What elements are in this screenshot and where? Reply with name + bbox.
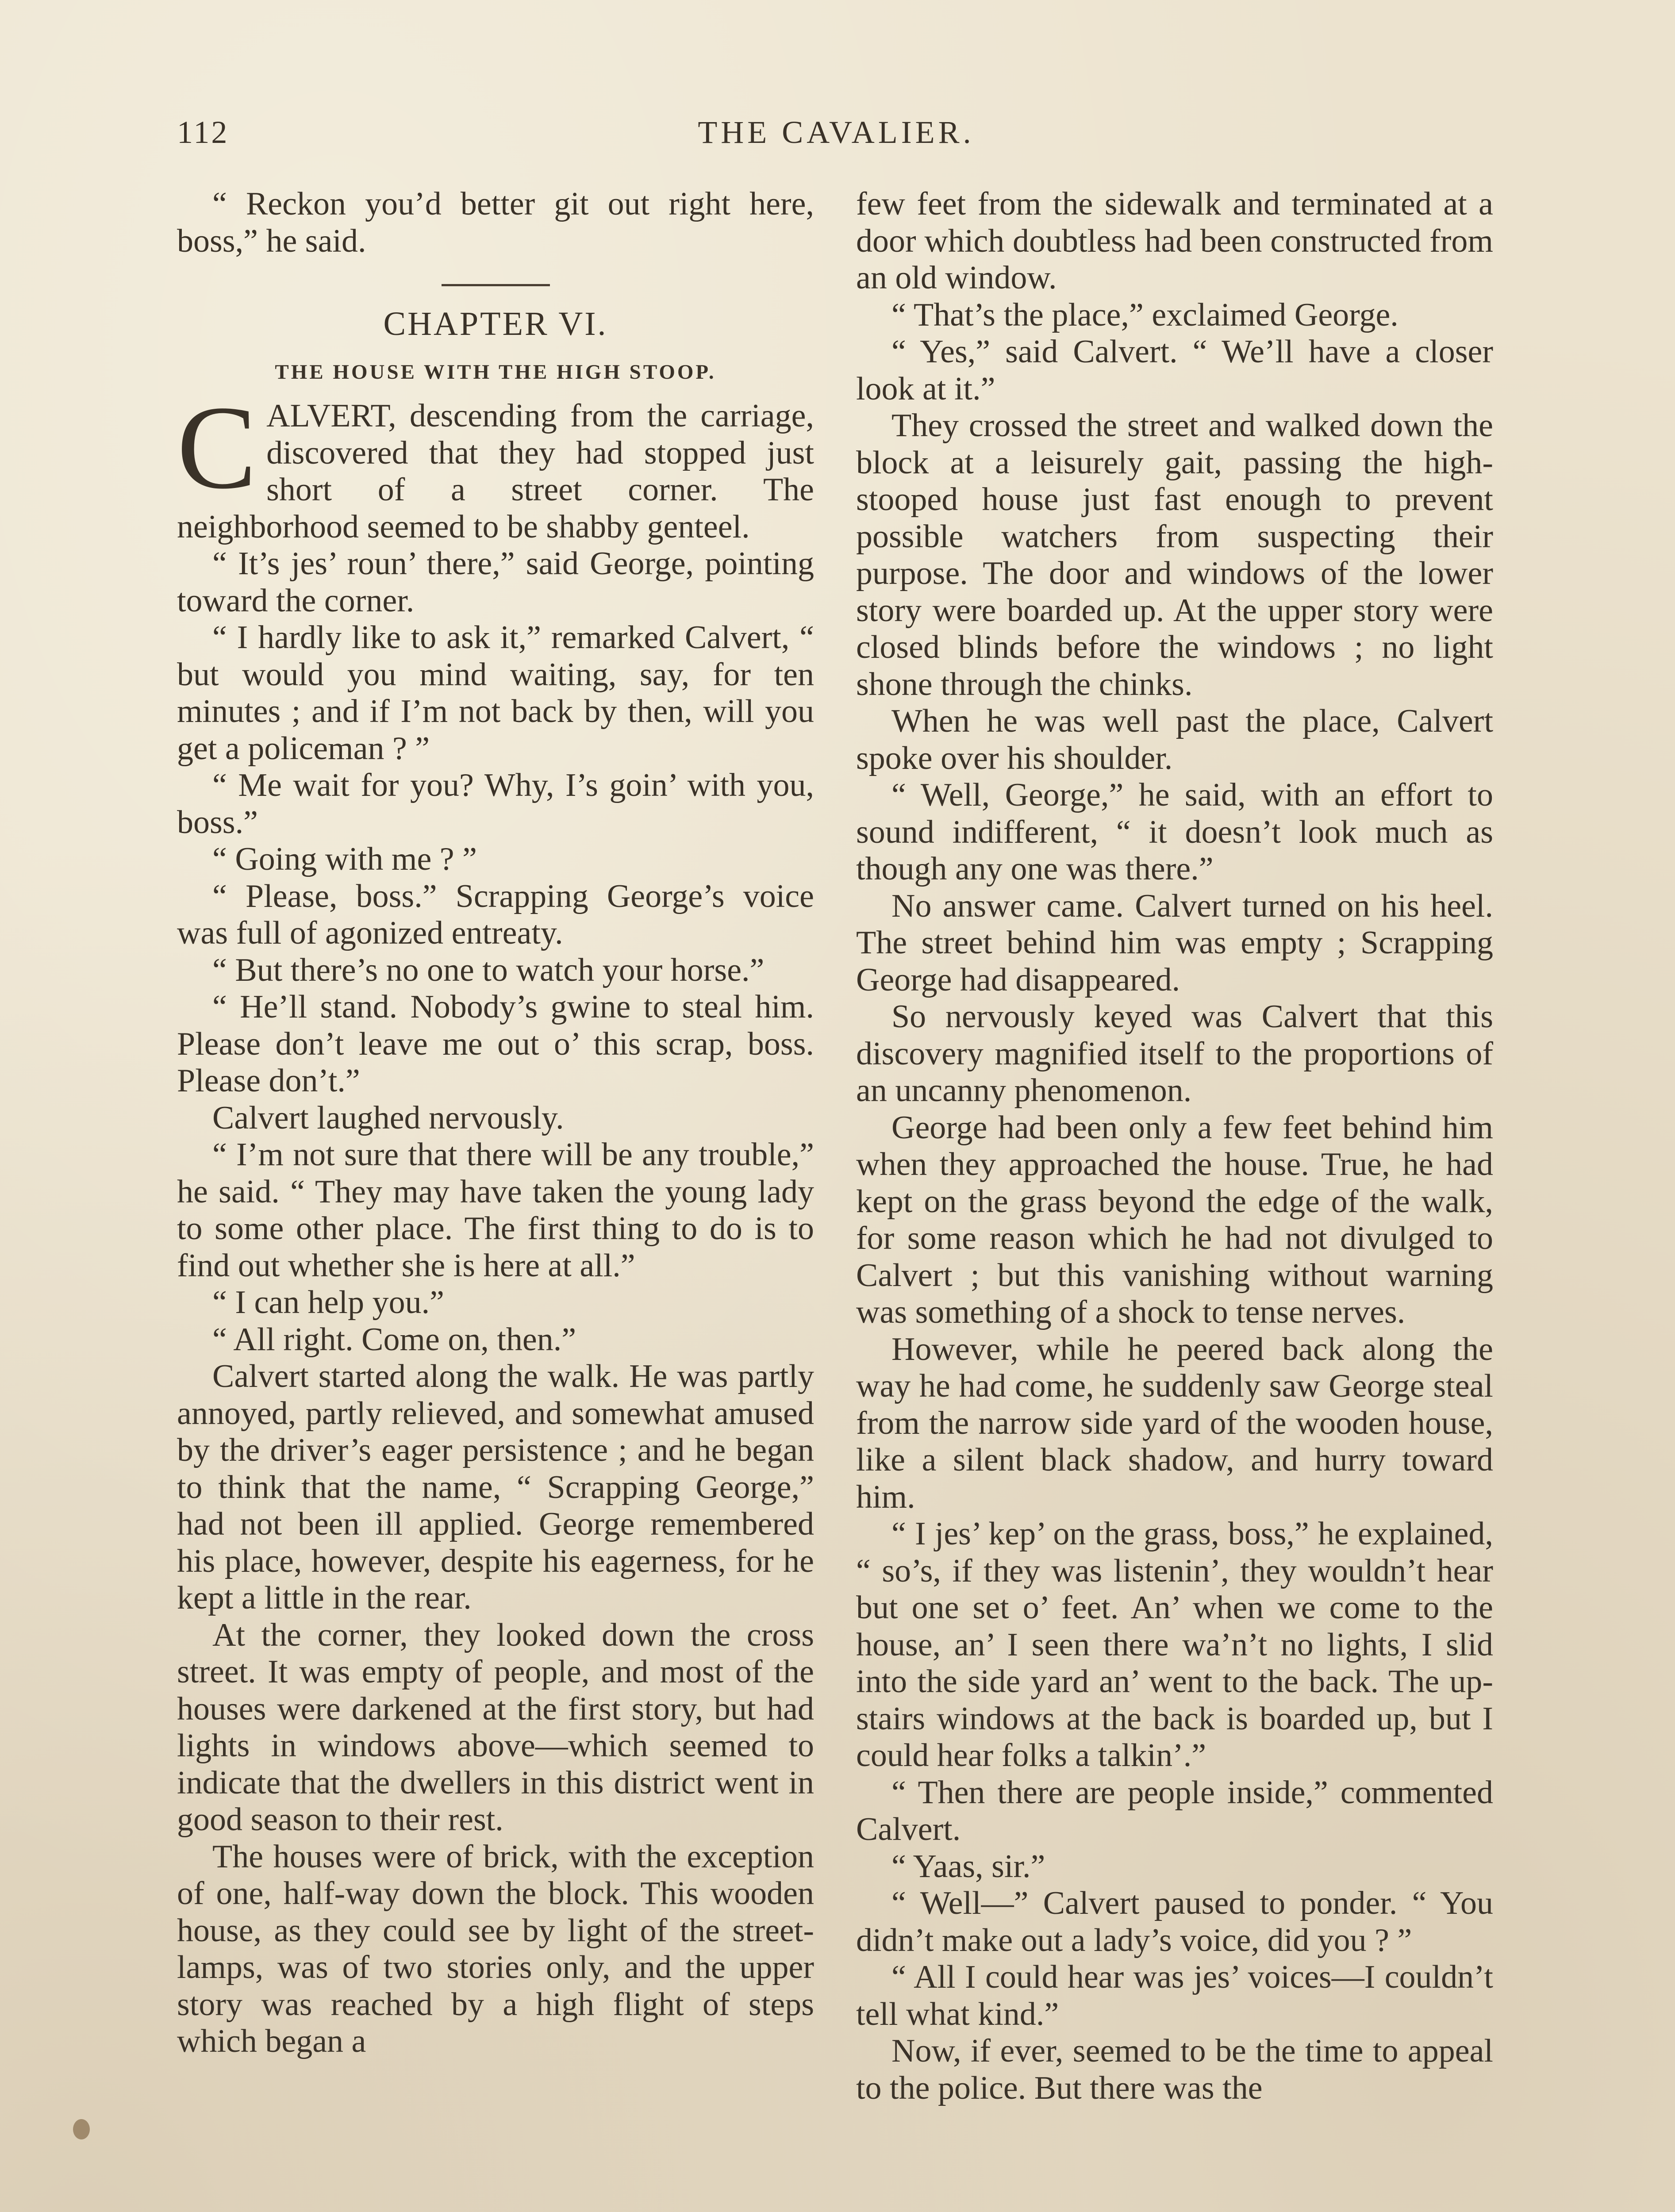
paragraph: “ I can help you.” bbox=[212, 1284, 444, 1321]
paragraph: “ But there’s no one to watch your horse.” bbox=[212, 952, 765, 988]
paragraph: However, while he peered back along the way he had come, he suddenly saw George steal from the narrow side yard of the wooden house, like a silent black shadow, and hurry toward him. bbox=[856, 1331, 1493, 1515]
paragraph: “ It’s jes’ roun’ there,” said George, pointing toward the corner. bbox=[177, 545, 814, 619]
paragraph: So nervously keyed was Calvert that this discovery magnified itself to the proportions of an uncanny phenomenon. bbox=[856, 998, 1493, 1109]
paragraph: “ Yaas, sir.” bbox=[891, 1848, 1045, 1885]
paragraph: George had been only a few feet behind him when they approached the house. True, he had kept on the grass beyond the edge of the walk, for some reason which he had not divulged to Calvert ; but this vanishing without warning was something of a shock to tense nerves. bbox=[856, 1109, 1493, 1330]
paragraph: “ Yes,” said Calvert. “ We’ll have a closer look at it.” bbox=[856, 334, 1493, 407]
paragraph: “ Then there are people inside,” commented Calvert. bbox=[856, 1774, 1493, 1847]
paragraph: “ All right. Come on, then.” bbox=[212, 1321, 576, 1358]
paragraph: Calvert laughed nervously. bbox=[212, 1099, 564, 1136]
section-divider bbox=[442, 284, 550, 286]
chapter-title: CHAPTER VI. bbox=[383, 305, 608, 342]
paragraph: “ I jes’ kep’ on the grass, boss,” he explained, “ so’s, if they was listenin’, they wouldn’t hear but one set o’ feet. An’ when we come to the house, an’ I seen there wa’n’t no lights, I slid into the side yard an’ went to the back. The up-stairs windows at the back is boarded up, but I could hear folks a talkin’.” bbox=[856, 1516, 1493, 1774]
paragraph: “ He’ll stand. Nobody’s gwine to steal him. Please don’t leave me out o’ this scrap, boss. Please don’t.” bbox=[177, 989, 814, 1099]
paragraph: No answer came. Calvert turned on his heel. The street behind him was empty ; Scrapping George had disappeared. bbox=[856, 887, 1493, 998]
paragraph: “ Please, boss.” Scrapping George’s voice was full of agonized entreaty. bbox=[177, 878, 814, 951]
paragraph-continuation: few feet from the sidewalk and terminated at a door which doubtless had been constructed from an old window. bbox=[856, 186, 1493, 296]
right-column bbox=[856, 186, 1493, 2107]
paragraph: “ Well—” Calvert paused to ponder. “ You didn’t make out a lady’s voice, did you ? ” bbox=[856, 1885, 1493, 1959]
page-header bbox=[177, 111, 1495, 159]
running-head: THE CAVALIER. bbox=[698, 115, 975, 150]
paragraph: At the corner, they looked down the cross street. It was empty of people, and most of the houses were darkened at the first story, but had lights in windows above—which seemed to indicate that the dwellers in this district went in good season to their rest. bbox=[177, 1617, 814, 1838]
paragraph: The houses were of brick, with the exception of one, half-way down the block. This wooden house, as they could see by light of the street-lamps, was of two stories only, and the upper story was reached by a high flight of steps which began a bbox=[177, 1838, 814, 2059]
paragraph: “ All I could hear was jes’ voices—I couldn’t tell what kind.” bbox=[856, 1959, 1493, 2032]
paragraph: “ Going with me ? ” bbox=[212, 841, 477, 877]
paragraph: Calvert started along the walk. He was partly annoyed, partly relieved, and somewhat amused by the driver’s eager persistence ; and he began to think that the name, “ Scrapping George,” had not been ill applied. George remembered his place, however, despite his eagerness, for he kept a little in the rear. bbox=[177, 1358, 814, 1616]
paragraph: “ That’s the place,” exclaimed George. bbox=[891, 296, 1398, 333]
paragraph: When he was well past the place, Calvert spoke over his shoulder. bbox=[856, 703, 1493, 776]
paper-stain bbox=[73, 2119, 90, 2139]
paragraph: “ Reckon you’d better git out right here, boss,” he said. bbox=[177, 186, 814, 259]
left-column bbox=[177, 186, 814, 2060]
paragraph: “ I’m not sure that there will be any trouble,” he said. “ They may have taken the young lady to some other place. The first thing to do is to find out whether she is here at all.” bbox=[177, 1137, 814, 1284]
page-number: 112 bbox=[177, 115, 229, 150]
paragraph: They crossed the street and walked down the block at a leisurely gait, passing the high-stooped house just fast enough to prevent possible watchers from suspecting their purpose. The door and windows of the lower story were boarded up. At the upper story were closed blinds before the windows ; no light shone through the chinks. bbox=[856, 407, 1493, 703]
paragraph: “ I hardly like to ask it,” remarked Calvert, “ but would you mind waiting, say, for ten minutes ; and if I’m not back by then, will you get a policeman ? ” bbox=[177, 619, 814, 767]
drop-cap: C bbox=[177, 381, 257, 514]
paragraph: Now, if ever, seemed to be the time to appeal to the police. But there was the bbox=[856, 2033, 1493, 2106]
paragraph: “ Well, George,” he said, with an effort to sound indifferent, “ it doesn’t look much as though any one was there.” bbox=[856, 777, 1493, 887]
chapter-subtitle: THE HOUSE WITH THE HIGH STOOP. bbox=[275, 361, 716, 384]
paragraph: “ Me wait for you? Why, I’s goin’ with you, boss.” bbox=[177, 767, 814, 841]
opening-paragraph bbox=[177, 381, 814, 545]
opening-text: ALVERT, descending from the carriage, discovered that they had stopped just short of a street corner. The neighborhood seemed to be shabby genteel. bbox=[177, 398, 814, 545]
